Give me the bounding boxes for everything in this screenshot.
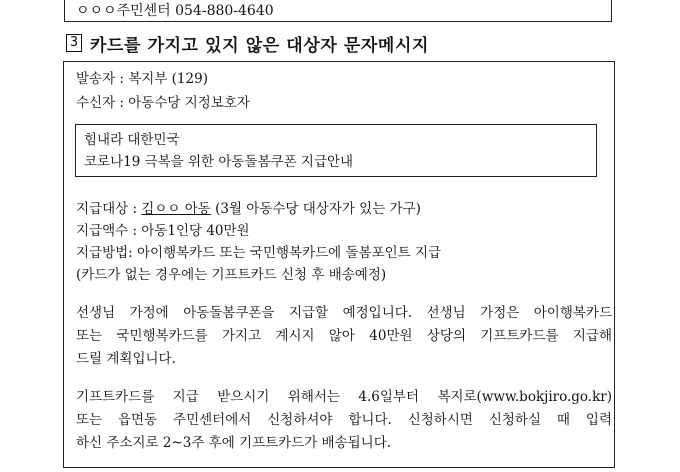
target-note: (3월 아동수당 대상자가 있는 가구) bbox=[210, 201, 421, 217]
headline-line-1: 힘내라 대한민국 bbox=[84, 132, 180, 148]
target-name: 김ㅇㅇ 아동 bbox=[141, 201, 211, 217]
recipient-line: 수신자 : 아동수당 지정보호자 bbox=[76, 95, 250, 111]
paragraph-1-line-1: 선생님 가정에 아동돌봄쿠폰을 지급할 예정입니다. 선생님 가정은 아이행복카드 bbox=[76, 305, 612, 321]
paragraph-1-line-3: 드릴 계획입니다. bbox=[76, 351, 176, 367]
paragraph-1-line-2: 또는 국민행복카드를 가지고 계시지 않아 40만원 상당의 기프트카드를 지급해 bbox=[76, 328, 612, 344]
method-note-line: (카드가 없는 경우에는 기프트카드 신청 후 배송예정) bbox=[76, 267, 387, 283]
paragraph-2-line-3: 하신 주소지로 2~3주 후에 기프트카드가 배송됩니다. bbox=[76, 435, 392, 451]
community-center-phone: ㅇㅇㅇ주민센터 054-880-4640 bbox=[76, 3, 274, 19]
section-number: 3 bbox=[66, 34, 82, 52]
headline-line-2: 코로나19 극복을 위한 아동돌봄쿠폰 지급안내 bbox=[84, 154, 354, 170]
method-line: 지급방법: 아이행복카드 또는 국민행복카드에 돌봄포인트 지급 bbox=[76, 245, 442, 261]
target-label: 지급대상 : bbox=[76, 201, 142, 217]
section-heading bbox=[66, 32, 429, 54]
paragraph-2-line-1: 기프트카드를 지급 받으시기 위해서는 4.6일부터 복지로(www.bokjiro.go.kr) bbox=[76, 389, 612, 405]
target-line bbox=[76, 199, 421, 219]
section-title: 카드를 가지고 있지 않은 대상자 문자메시지 bbox=[90, 35, 429, 56]
sender-line: 발송자 : 복지부 (129) bbox=[76, 71, 208, 87]
paragraph-2-line-2: 또는 읍면동 주민센터에서 신청하셔야 합니다. 신청하시면 신청하실 때 입력 bbox=[76, 412, 612, 428]
amount-line: 지급액수 : 아동1인당 40만원 bbox=[76, 223, 250, 239]
